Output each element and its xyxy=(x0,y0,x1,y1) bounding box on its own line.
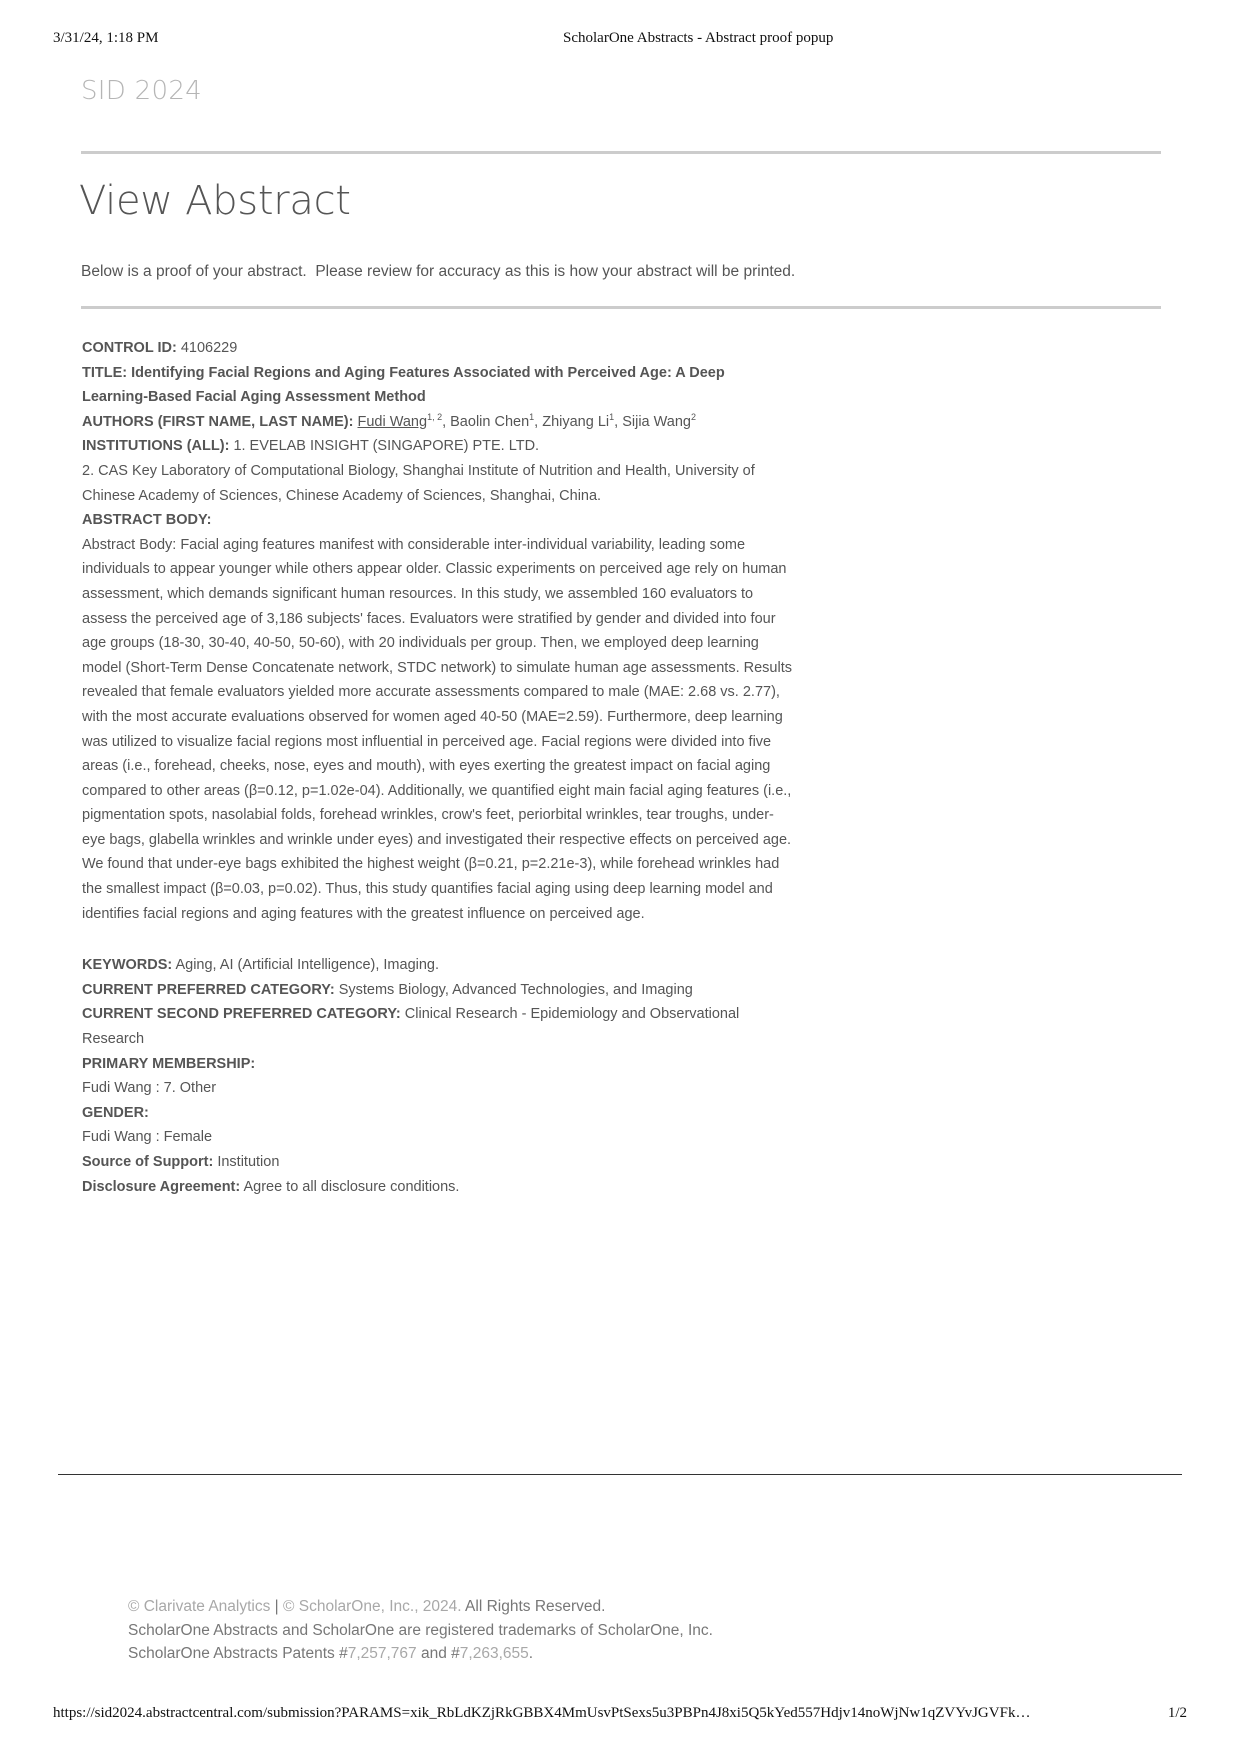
abstract-body-line: revealed that female evaluators yielded more accurate assessments compared to male (MAE: 2.68 vs. 2.77), xyxy=(82,684,780,701)
authors-label: AUTHORS (FIRST NAME, LAST NAME): xyxy=(82,413,354,430)
abstract-proof xyxy=(82,336,842,1199)
authors-row: AUTHORS (FIRST NAME, LAST NAME): Fudi Wang$^{1, 2}$, Baolin Chen$^1$, Zhiyang Li$^1$, Sijia Wang$^2$ xyxy=(82,411,696,430)
print-doc-title: ScholarOne Abstracts - Abstract proof popup xyxy=(563,30,834,46)
membership-label: PRIMARY MEMBERSHIP: xyxy=(82,1055,256,1072)
support-value: Institution xyxy=(217,1154,280,1170)
patent-link-1[interactable]: 7,257,767 xyxy=(347,1645,417,1662)
institutions-row xyxy=(82,434,842,459)
print-url: https://sid2024.abstractcentral.com/submission?PARAMS=xik_RbLdKZjRkGBBX4MmUsvPtSexs5u3PBPn4J8xi5Q5kYed557Hdjv14noWjNw1qZVYvJGVFk… xyxy=(53,1705,1031,1721)
abstract-body-line: We found that under-eye bags exhibited the highest weight (β=0.21, p=2.21e-3), while forehead wrinkles had xyxy=(82,856,780,873)
second-category-label: CURRENT SECOND PREFERRED CATEGORY: xyxy=(82,1006,401,1023)
scholarone-link[interactable]: © ScholarOne, Inc., 2024. xyxy=(283,1598,462,1615)
intro-divider xyxy=(81,306,1161,309)
abstract-body-label: ABSTRACT BODY: xyxy=(82,512,212,529)
institution-2-line-1: 2. CAS Key Laboratory of Computational Biology, Shanghai Institute of Nutrition and Health, University of xyxy=(82,462,755,479)
title-line-1: Identifying Facial Regions and Aging Features Associated with Perceived Age: A Deep xyxy=(131,364,725,381)
patents-suffix: . xyxy=(528,1645,534,1662)
trademark-text: ScholarOne Abstracts and ScholarOne are registered trademarks of ScholarOne, Inc. xyxy=(128,1621,713,1639)
copyright-block xyxy=(128,1595,713,1666)
clarivate-link[interactable]: © Clarivate Analytics xyxy=(128,1598,271,1615)
conference-name: SID 2024 xyxy=(81,76,203,106)
abstract-body-line: assess the perceived age of 3,186 subjects' faces. Evaluators were stratified by gender and divided into four xyxy=(82,610,776,627)
abstract-body-text xyxy=(82,533,842,927)
author-name[interactable]: Fudi Wang xyxy=(357,413,428,430)
gender-value: Fudi Wang : Female xyxy=(82,1129,213,1146)
category-row xyxy=(82,978,842,1003)
gender-label: GENDER: xyxy=(82,1104,149,1121)
rights-text: All Rights Reserved. xyxy=(461,1598,606,1615)
second-category-value: Clinical Research - Epidemiology and Observational xyxy=(404,1006,740,1023)
author-affiliation: 2 xyxy=(690,411,696,422)
disclosure-row xyxy=(82,1175,842,1200)
support-label: Source of Support: xyxy=(82,1154,214,1170)
print-datetime: 3/31/24, 1:18 PM xyxy=(53,30,159,46)
footer-divider xyxy=(58,1474,1182,1475)
category-value: Systems Biology, Advanced Technologies, and Imaging xyxy=(338,981,693,998)
second-category-row xyxy=(82,1002,842,1027)
abstract-body-line: Abstract Body: Facial aging features manifest with considerable inter-individual variability, leading some xyxy=(82,536,746,553)
patents-line xyxy=(128,1642,713,1666)
copyright-separator: | xyxy=(270,1598,284,1615)
institutions-label: INSTITUTIONS (ALL): xyxy=(82,438,230,455)
abstract-body-line: was utilized to visualize facial regions most influential in perceived age. Facial regions were divided into five xyxy=(82,733,772,750)
support-row xyxy=(82,1150,842,1175)
abstract-body-line: assessment, which demands significant human resources. In this study, we assembled 160 evaluators to xyxy=(82,585,754,602)
control-id-value: 4106229 xyxy=(180,340,238,356)
print-header xyxy=(53,30,1187,50)
keywords-row xyxy=(82,953,842,978)
institution-1: 1. EVELAB INSIGHT (SINGAPORE) PTE. LTD. xyxy=(233,438,540,455)
abstract-body-line: with the most accurate evaluations observed for women aged 40-50 (MAE=2.59). Furthermore, deep learning xyxy=(82,708,783,725)
author-name: Zhiyang Li xyxy=(542,413,610,430)
title-label: TITLE: xyxy=(82,364,128,381)
author-name: Baolin Chen xyxy=(450,413,530,430)
abstract-body-line: areas (i.e., forehead, cheeks, nose, eyes and mouth), with eyes exerting the greatest impact on facial aging xyxy=(82,758,771,775)
disclosure-value: Agree to all disclosure conditions. xyxy=(243,1178,460,1195)
title-line-2: Learning-Based Facial Aging Assessment Method xyxy=(82,389,426,406)
copyright-line-1 xyxy=(128,1595,713,1619)
abstract-body-line: eye bags, glabella wrinkles and wrinkle under eyes) and investigated their respective effects on perceived age. xyxy=(82,831,792,848)
print-footer xyxy=(53,1705,1187,1725)
author-name: Sijia Wang xyxy=(622,413,691,430)
top-divider xyxy=(81,151,1161,154)
disclosure-label: Disclosure Agreement: xyxy=(82,1178,241,1195)
abstract-body-line: model (Short-Term Dense Concatenate network, STDC network) to simulate human age assessments. Results xyxy=(82,659,792,676)
keywords-value: Aging, AI (Artificial Intelligence), Imaging. xyxy=(175,957,440,974)
abstract-body-line: individuals to appear younger while others appear older. Classic experiments on perceived age rely on human xyxy=(82,561,787,578)
section-spacer xyxy=(82,926,842,953)
patents-prefix: ScholarOne Abstracts Patents # xyxy=(128,1645,348,1662)
page-number: 1/2 xyxy=(1167,1705,1187,1721)
page-title: View Abstract xyxy=(79,178,351,224)
patents-and: and # xyxy=(416,1645,460,1662)
institution-2-line-2: Chinese Academy of Sciences, Chinese Academy of Sciences, Shanghai, China. xyxy=(82,487,602,504)
title-row xyxy=(82,361,842,386)
abstract-body-line: compared to other areas (β=0.12, p=1.02e-04). Additionally, we quantified eight main facial aging features (i.e., xyxy=(82,782,792,799)
author-affiliation: 1, 2 xyxy=(427,411,443,422)
abstract-body-line: identifies facial regions and aging features with the greatest influence on perceived age. xyxy=(82,905,645,922)
keywords-label: KEYWORDS: xyxy=(82,957,173,974)
patent-link-2[interactable]: 7,263,655 xyxy=(459,1645,529,1662)
intro-text: Below is a proof of your abstract. Please review for accuracy as this is how your abstract will be printed. xyxy=(81,263,796,280)
abstract-body-line: age groups (18-30, 30-40, 40-50, 50-60), with 20 individuals per group. Then, we employed deep learning xyxy=(82,635,759,652)
author-affiliation: 1 xyxy=(609,411,615,422)
control-id-row xyxy=(82,336,842,361)
category-label: CURRENT PREFERRED CATEGORY: xyxy=(82,981,335,998)
abstract-body-line: pigmentation spots, nasolabial folds, forehead wrinkles, crow's feet, periorbital wrinkles, tear troughs, under- xyxy=(82,807,774,824)
abstract-body-line: the smallest impact (β=0.03, p=0.02). Thus, this study quantifies facial aging using deep learning model and xyxy=(82,881,773,898)
second-category-line-2: Research xyxy=(82,1031,145,1048)
membership-value: Fudi Wang : 7. Other xyxy=(82,1080,217,1097)
control-id-label: CONTROL ID: xyxy=(82,340,177,356)
author-affiliation: 1 xyxy=(529,411,535,422)
